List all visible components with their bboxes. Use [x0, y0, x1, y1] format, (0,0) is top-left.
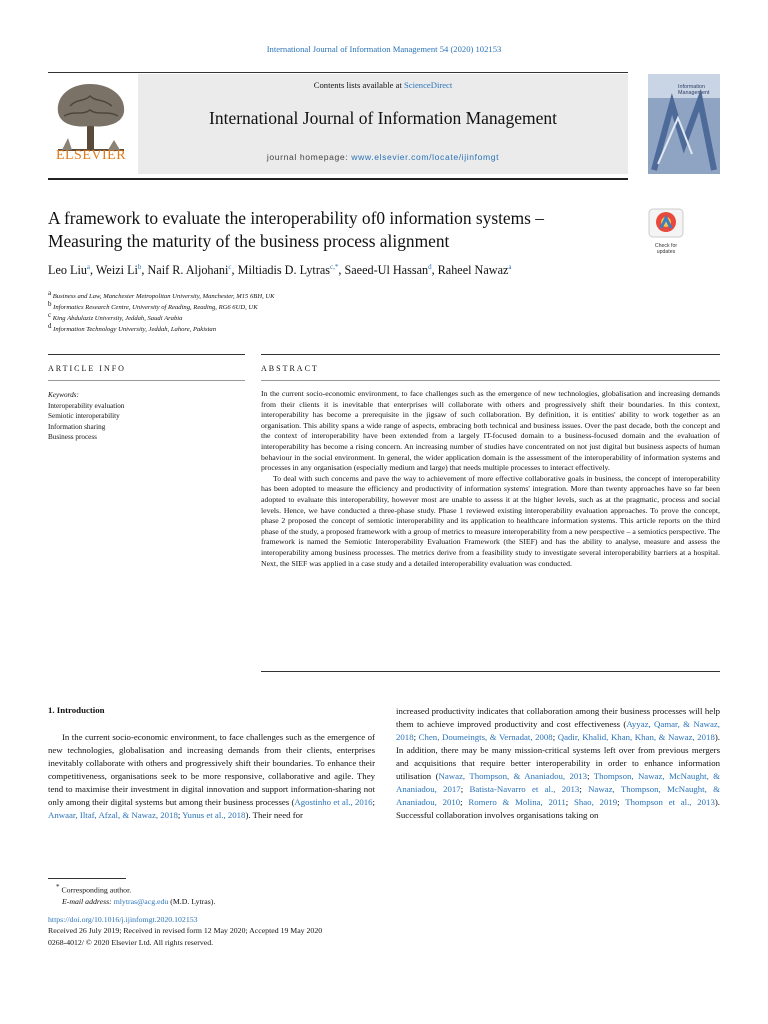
header-bottom-rule [48, 178, 628, 180]
author[interactable]: Leo Liu$^a$ [48, 263, 91, 278]
crossmark-label: Check for updates [654, 243, 678, 255]
journal-title: International Journal of Information Management [209, 108, 557, 128]
citation-link[interactable]: Shao, 2019 [573, 797, 618, 807]
email-link[interactable]: mlytras@acg.edu [113, 896, 169, 906]
copyright-line: 0268-4012/ © 2020 Elsevier Ltd. All rights reserved. [48, 937, 214, 947]
affiliation: $^a$ Business and Law, Manchester Metropolitan University, Manchester, M15 6BH, UK [48, 289, 275, 301]
author[interactable]: Naif R. Aljohani$^c$ [147, 263, 232, 278]
elsevier-logo [50, 76, 132, 166]
author[interactable]: Miltiadis D. Lytras$^{c,*}$ [237, 263, 339, 278]
affiliation: $^d$ Information Technology University, Jeddah, Lahore, Pakistan [48, 322, 217, 334]
abstract-bottom-rule [261, 671, 720, 672]
abstract-divider [261, 380, 720, 381]
article-info-divider [48, 380, 245, 381]
footnote-rule [48, 878, 126, 879]
journal-cover-image [648, 74, 720, 174]
citation-link[interactable]: Chen, Doumeingts, & Vernadat, 2008 [418, 732, 553, 742]
intro-right-column: increased productivity indicates that collaboration among their business processes will help them to achieve improved productivity and cost effectiveness (Ayyaz, Qamar, & Nawaz, 2018; Chen, Doumeingts, & Vernadat, 2008; Qadir, Khalid, Khan, Khan, & Nawaz, 2018). In addition, there may be many mission-critical systems left over from previous mergers and acquisitions that require better interoperability in order to enhance information utilisation (Nawaz, Thompson, & Ananiadou, 2013; Thompson, Nawaz, McNaught, & Ananiadou, 2017; Batista-Navarro et al., 2013; Nawaz, Thompson, McNaught, & Ananiadou, 2010; Romero & Molina, 2011; Shao, 2019; Thompson et al., 2013). Successful collaboration involves organisations taking on [396, 706, 720, 820]
citation-link[interactable]: Anwaar, Iltaf, Afzal, & Nawaz, 2018 [48, 810, 178, 820]
author[interactable]: Weizi Li$^b$ [95, 263, 142, 278]
journal-homepage-link[interactable]: www.elsevier.com/locate/ijinfomgt [351, 152, 500, 162]
cover-title: Information Management [678, 84, 710, 96]
abstract-paragraph: To deal with such concerns and pave the way to achievement of more effective collaborative goals in business, the concept of interoperability has been adopted to measure the efficiency and productivity of information systems' integration. More than twenty approaches have so far been adopted to evaluate this interoperability, however most are unable to assess it at the higher levels, such as at the pragmatic, process and social levels. Hence, we have conducted a three-phase study. Phase 1 reviewed existing interoperability evaluation approaches. To prove the concept, phase 2 proposed the concept of semiotic interoperability and its application to healthcare information systems. This article reports on the third phase of the study, a proposed framework with a group of metrics to measure interoperability from a new perspective – a semiotics perspective. The framework is named the Semiotic Interoperability Evaluation Framework (the SIEF) and has the ability to analyse, measure and assess the interoperability among business processes. The metrics derive from a feasibility study to investigate several interoperability barriers at a hospital. Next, the SIEF was applied in a case study and a detailed interoperability evaluation was conducted. [261, 473, 720, 568]
article-info-heading: ARTICLE INFO [48, 364, 126, 373]
received-dates: Received 26 July 2019; Received in revised form 12 May 2020; Accepted 19 May 2020 [48, 926, 323, 936]
citation-link[interactable]: Ayyaz, Qamar, & Nawaz, 2018 [396, 719, 720, 742]
intro-left-column: In the current socio-economic environment, to face challenges such as the emergence of new technologies, globalisation and increasing demands from their clients, enterprises inevitably collaborate with others and progressively shift their boundaries. To enhance their competitiveness, organisations seek to be more responsive, collaborative and agile. They tend to maximise their investment in digital innovation and support information-sharing not only among their digital systems but among their business processes (Agostinho et al., 2016; Anwaar, Iltaf, Afzal, & Nawaz, 2018; Yunus et al., 2018). Their need for [48, 732, 375, 820]
check-for-updates-button[interactable] [648, 208, 684, 255]
keyword: Interoperability evaluation [48, 401, 125, 410]
abstract-body [261, 389, 720, 569]
sciencedirect-link[interactable]: ScienceDirect [404, 80, 453, 90]
affiliation: $^c$ King Abdulaziz University, Jeddah, Saudi Arabia [48, 311, 183, 323]
citation-link[interactable]: Thompson et al., 2013 [625, 797, 715, 807]
contents-available-line: Contents lists available at ScienceDirect [313, 80, 453, 90]
keywords-block [48, 390, 238, 443]
citation-link[interactable]: Thompson, Nawaz, McNaught, & Ananiadou, 2017 [396, 771, 720, 794]
author-list: Leo Liu$^a$, Weizi Li$^b$, Naif R. Aljohani$^c$, Miltiadis D. Lytras$^{c,*}$, Saeed-Ul Hassan$^d$, Raheel Nawaz$^a$ [48, 263, 512, 278]
author[interactable]: Saeed-Ul Hassan$^d$ [344, 263, 432, 278]
journal-reference-link[interactable]: International Journal of Information Management 54 (2020) 102153 [266, 44, 502, 54]
citation-link[interactable]: Nawaz, Thompson, McNaught, & Ananiadou, 2010 [396, 784, 720, 807]
citation-link[interactable]: Romero & Molina, 2011 [468, 797, 566, 807]
abstract-top-rule [261, 354, 720, 355]
article-title: A framework to evaluate the interoperability of0 information systems – Measuring the maturity of the business process alignment [48, 208, 544, 251]
abstract-paragraph: In the current socio-economic environment, to face challenges such as the emergence of new technologies, globalisation and increasing demands from their clients it is inevitable that enterprises will collaborate with others and progressively shift their boundaries. In this context, interoperability has become a prerequisite in the jigsaw of such collaboration. By definition, it is entities' ability to work together as an organisation. This ability spans a wide range of aspects, embracing both technical and business issues. Over the past decade, both the concept and the context of interoperability have been extended from a largely IT-focused domain to a business-focused domain and the evaluation of interoperability has become a rising concern. An increasing number of studies have concentrated on not just digital but business aspects of human behaviour in the social environment. In general, the wider application domain is the assessment of the interoperability of information systems and processes in any organisation (especially medium and large) that needs multiple processes to interact effectively. [261, 389, 720, 473]
elsevier-wordmark: ELSEVIER [55, 148, 127, 163]
header-top-rule [48, 72, 628, 73]
affiliation: $^b$ Informatics Research Centre, University of Reading, Reading, RG6 6UD, UK [48, 300, 258, 312]
abstract-heading: ABSTRACT [261, 364, 319, 373]
citation-link[interactable]: Nawaz, Thompson, & Ananiadou, 2013 [438, 771, 588, 781]
citation-link[interactable]: Batista-Navarro et al., 2013 [469, 784, 580, 794]
keyword: Business process [48, 433, 97, 441]
article-info-top-rule [48, 354, 245, 355]
keyword: Semiotic interoperability [48, 412, 120, 420]
citation-link[interactable]: Yunus et al., 2018 [182, 810, 246, 820]
citation-link[interactable]: Qadir, Khalid, Khan, Khan, & Nawaz, 2018 [557, 732, 715, 742]
footnote: * Corresponding author. E-mail address: mlytras@acg.edu (M.D. Lytras). [56, 883, 216, 906]
article-history [48, 914, 548, 948]
section-heading-introduction: 1. Introduction [48, 705, 105, 715]
doi-link[interactable]: https://doi.org/10.1016/j.ijinfomgt.2020.102153 [48, 915, 198, 924]
keyword: Information sharing [48, 422, 106, 431]
citation-link[interactable]: Agostinho et al., 2016 [294, 797, 373, 807]
journal-homepage-line: journal homepage: www.elsevier.com/locate/ijinfomgt [266, 152, 500, 162]
keywords-label: Keywords: [48, 391, 79, 399]
author[interactable]: Raheel Nawaz$^a$ [437, 263, 512, 278]
crossmark-icon [648, 208, 684, 238]
